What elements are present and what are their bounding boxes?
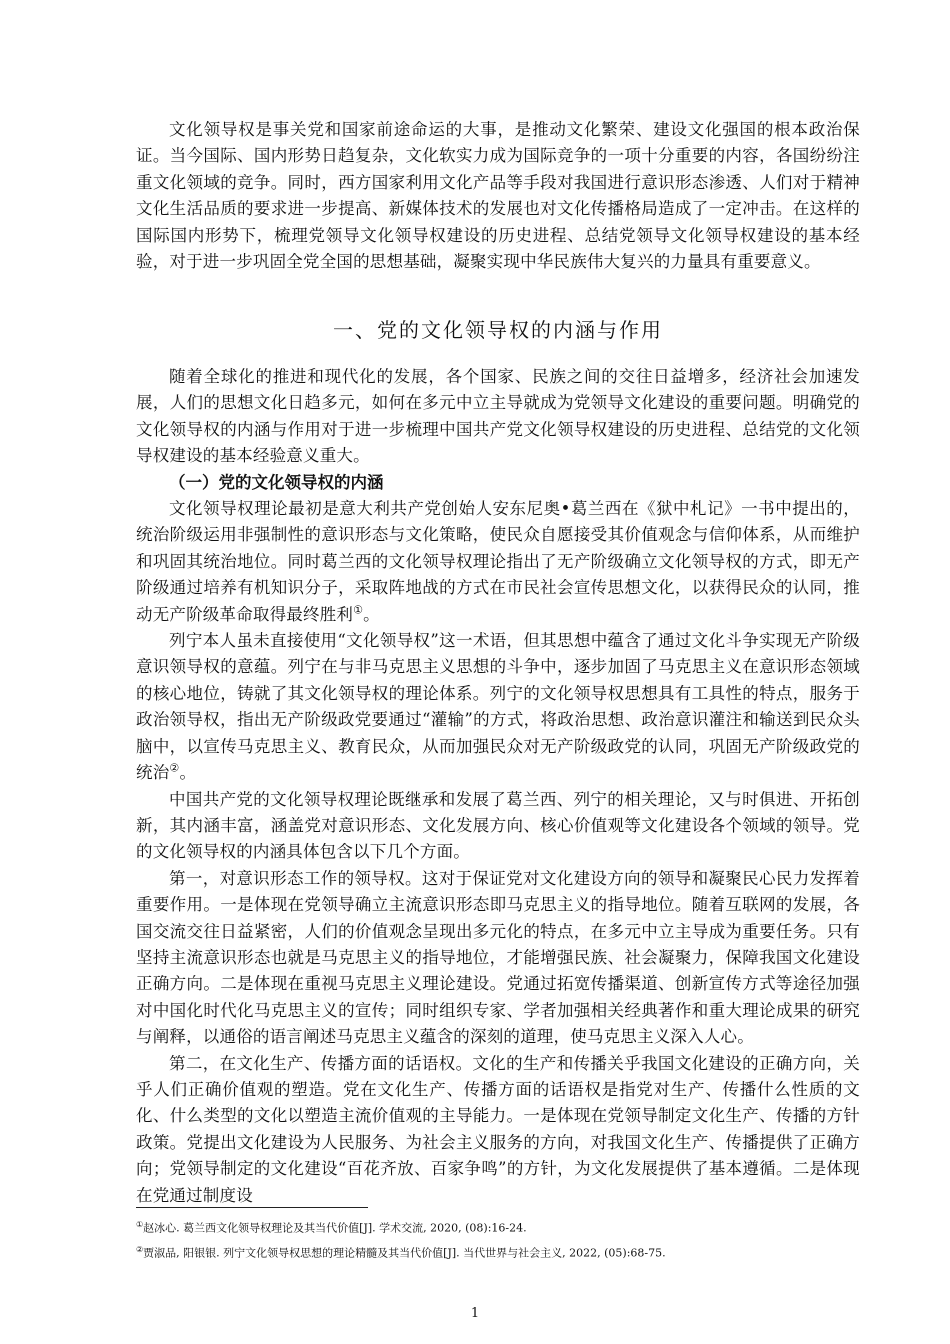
footnote-1 <box>136 1214 860 1239</box>
footnote-ref-2[interactable]: ② <box>169 761 180 775</box>
footnote-ref-1[interactable]: ① <box>353 603 364 617</box>
lenin-text: 列宁本人虽未直接使用“文化领导权”这一术语，但其思想中蕴含了通过文化斗争实现无产阶级意识领导权的意蕴。列宁在与非马克思主义思想的斗争中，逐步加固了马克思主义在意识形态领域的核心地位，铸就了其文化领导权的理论体系。列宁的文化领导权思想具有工具性的特点，服务于政治领导权，指出无产阶级政党要通过“灌输”的方式，将政治思想、政治意识灌注和输送到民众头脑中，以宣传马克思主义、教育民众，从而加强民众对无产阶级政党的认同，巩固无产阶级政党的统治 <box>136 631 860 783</box>
footnote-text-2: 贾淑品, 阳银银. 列宁文化领导权思想的理论精髓及其当代价值[J]. 当代世界与社会主义, 2022, (05):68-75. <box>143 1246 666 1260</box>
lenin-paragraph: 列宁本人虽未直接使用“文化领导权”这一术语，但其思想中蕴含了通过文化斗争实现无产阶级意识领导权的意蕴。列宁在与非马克思主义思想的斗争中，逐步加固了马克思主义在意识形态领域的核心地位，铸就了其文化领导权的理论体系。列宁的文化领导权思想具有工具性的特点，服务于政治领导权，指出无产阶级政党要通过“灌输”的方式，将政治思想、政治意识灌注和输送到民众头脑中，以宣传马克思主义、教育民众，从而加强民众对无产阶级政党的认同，巩固无产阶级政党的统治②。 <box>136 631 860 783</box>
section-intro-paragraph: 随着全球化的推进和现代化的发展，各个国家、民族之间的交往日益增多，经济社会加速发展，人们的思想文化日趋多元，如何在多元中立主导就成为党领导文化建设的重要问题。明确党的文化领导权的内涵与作用对于进一步梳理中国共产党文化领导权建设的历史进程、总结党的文化领导权建设的基本经验意义重大。 <box>136 367 860 466</box>
footnote-2 <box>136 1239 860 1264</box>
first-point-paragraph: 第一，对意识形态工作的领导权。这对于保证党对文化建设方向的领导和凝聚民心民力发挥着重要作用。一是体现在党领导确立主流意识形态即马克思主义的指导地位。随着互联网的发展，各国交流交往日益紧密，人们的价值观念呈现出多元化的特点，在多元中立主导成为重要任务。只有坚持主流意识形态也就是马克思主义的指导地位，才能增强民族、社会凝聚力，保障我国文化建设正确方向。二是体现在重视马克思主义理论建设。党通过拓宽传播渠道、创新宣传方式等途径加强对中国化时代化马克思主义的宣传；同时组织专家、学者加强相关经典著作和重大理论成果的研究与阐释，以通俗的语言阐述马克思主义蕴含的深刻的道理，使马克思主义深入人心。 <box>136 868 860 1047</box>
footnote-divider <box>136 1207 368 1208</box>
second-point-paragraph: 第二，在文化生产、传播方面的话语权。文化的生产和传播关乎我国文化建设的正确方向，关乎人们正确价值观的塑造。党在文化生产、传播方面的话语权是指党对生产、传播什么性质的文化、什么类型的文化以塑造主流价值观的主导能力。一是体现在党领导制定文化生产、传播的方针政策。党提出文化建设为人民服务、为社会主义服务的方向，对我国文化生产、传播提供了正确方向；党领导制定的文化建设“百花齐放、百家争鸣”的方针，为文化发展提供了基本遵循。二是体现在党通过制度设 <box>136 1053 860 1205</box>
footnote-mark-1: ① <box>136 1220 144 1229</box>
section-body <box>136 364 860 1209</box>
footnote-mark-2: ② <box>136 1244 144 1254</box>
intro-paragraph: 文化领导权是事关党和国家前途命运的大事，是推动文化繁荣、建设文化强国的根本政治保证。当今国际、国内形势日趋复杂，文化软实力成为国际竞争的一项十分重要的内容，各国纷纷注重文化领域的竞争。同时，西方国家利用文化产品等手段对我国进行意识形态渗透、人们对于精神文化生活品质的要求进一步提高、新媒体技术的发展也对文化传播格局造成了一定冲击。在这样的国际国内形势下，梳理党领导文化领导权建设的历史进程、总结党领导文化领导权建设的基本经验，对于进一步巩固全党全国的思想基础，凝聚实现中华民族伟大复兴的力量具有重要意义。 <box>136 120 860 272</box>
gramsci-paragraph: 文化领导权理论最初是意大利共产党创始人安东尼奥•葛兰西在《狱中札记》一书中提出的，统治阶级运用非强制性的意识形态与文化策略，使民众自愿接受其价值观念与信仰体系，从而维护和巩固其统治地位。同时葛兰西的文化领导权理论指出了无产阶级确立文化领导权的方式，即无产阶级通过培养有机知识分子，采取阵地战的方式在市民社会宣传思想文化，以获得民众的认同，推动无产阶级革命取得最终胜利①。 <box>136 499 860 624</box>
section-title: 一、党的文化领导权的内涵与作用 <box>333 318 663 342</box>
subsection-title: （一）党的文化领导权的内涵 <box>169 472 384 492</box>
cpc-paragraph: 中国共产党的文化领导权理论既继承和发展了葛兰西、列宁的相关理论，又与时俱进、开拓创新，其内涵丰富，涵盖党对意识形态、文化发展方向、核心价值观等文化建设各个领域的领导。党的文化领导权的内涵具体包含以下几个方面。 <box>136 789 860 862</box>
footnote-text-1: 赵冰心. 葛兰西文化领导权理论及其当代价值[J]. 学术交流, 2020, (08):16-24. <box>143 1221 527 1235</box>
gramsci-text: 文化领导权理论最初是意大利共产党创始人安东尼奥•葛兰西在《狱中札记》一书中提出的，统治阶级运用非强制性的意识形态与文化策略，使民众自愿接受其价值观念与信仰体系，从而维护和巩固其统治地位。同时葛兰西的文化领导权理论指出了无产阶级确立文化领导权的方式，即无产阶级通过培养有机知识分子，采取阵地战的方式在市民社会宣传思想文化，以获得民众的认同，推动无产阶级革命取得最终胜利 <box>136 499 860 624</box>
footnotes <box>136 1214 860 1263</box>
intro-block <box>136 117 860 275</box>
page-number: 1 <box>470 1306 480 1321</box>
